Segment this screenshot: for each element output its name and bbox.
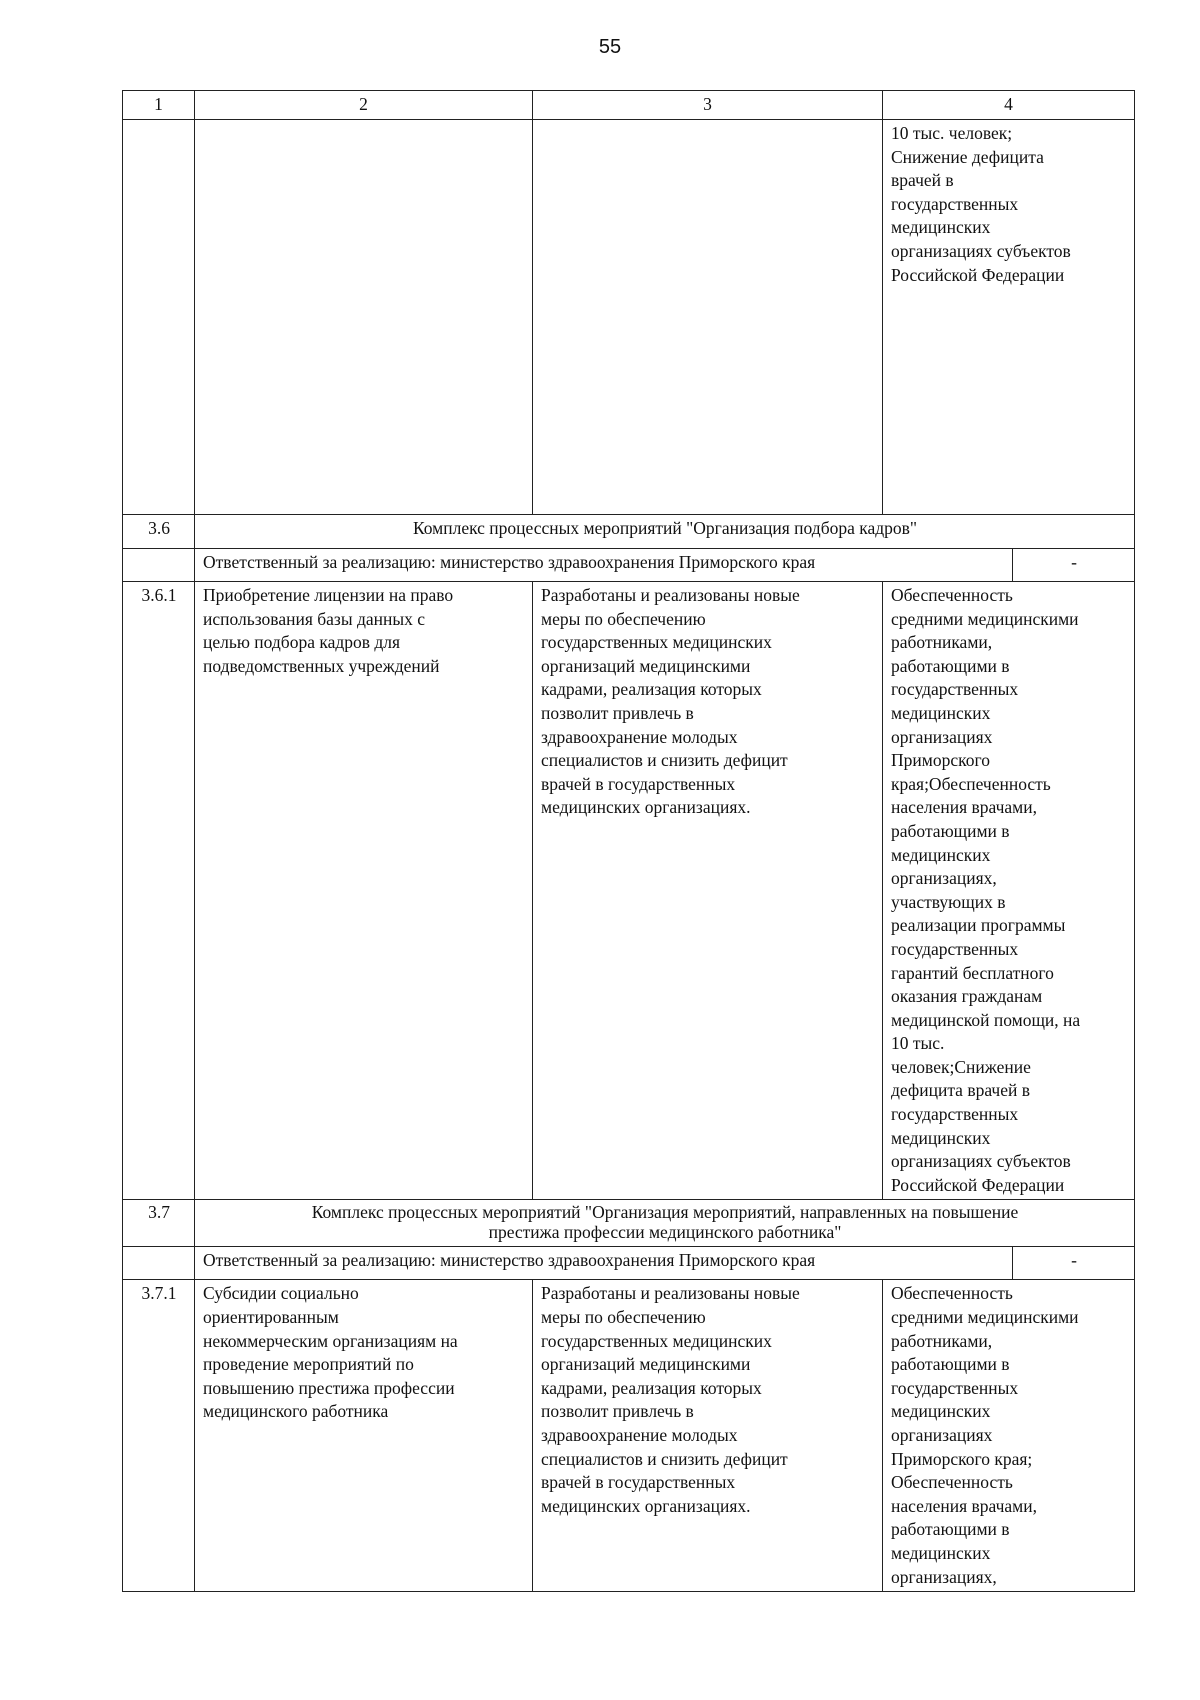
cell-task [195, 120, 533, 515]
responsible-text: Ответственный за реализацию: министерство здравоохранения Приморского края [195, 549, 1013, 582]
responsible-value: - [1013, 549, 1135, 582]
continuation-row [123, 120, 1135, 515]
cell-number [123, 120, 195, 515]
page-number: 55 [598, 36, 622, 58]
column-header: 3 [533, 91, 883, 120]
cell-task: Субсидии социально ориентированным некоммерческим организациям на проведение мероприятий по повышению престижа профессии медицинского работника [195, 1280, 533, 1592]
responsible-value: - [1013, 1247, 1135, 1280]
column-header: 1 [123, 91, 195, 120]
section-row-3-7 [123, 1200, 1135, 1247]
cell-indicator: Обеспеченность средними медицинскими работниками, работающими в государственных медицинских организациях Приморского края; Обеспеченность населения врачами, работающими в медицинских организациях, [883, 1280, 1135, 1592]
column-header: 2 [195, 91, 533, 120]
responsible-row-3-7 [123, 1247, 1135, 1280]
program-table [122, 90, 1135, 1592]
section-number: 3.6 [123, 515, 195, 549]
section-title: Комплекс процессных мероприятий "Организация подбора кадров" [195, 515, 1135, 549]
table-row-3-6-1 [123, 582, 1135, 1200]
cell-result [533, 120, 883, 515]
section-row-3-6 [123, 515, 1135, 549]
cell-empty [123, 1247, 195, 1280]
section-title: Комплекс процессных мероприятий "Организация мероприятий, направленных на повышение престижа профессии медицинского работника" [195, 1200, 1135, 1247]
column-header: 4 [883, 91, 1135, 120]
cell-task: Приобретение лицензии на право использования базы данных с целью подбора кадров для подведомственных учреждений [195, 582, 533, 1200]
section-number: 3.7 [123, 1200, 195, 1247]
responsible-row-3-6 [123, 549, 1135, 582]
cell-result: Разработаны и реализованы новые меры по обеспечению государственных медицинских организаций медицинскими кадрами, реализация которых позволит привлечь в здравоохранение молодых специалистов и снизить дефицит врачей в государственных медицинских организациях. [533, 582, 883, 1200]
cell-indicator: Обеспеченность средними медицинскими работниками, работающими в государственных медицинских организациях Приморского края;Обеспеченность населения врачами, работающими в медицинских организациях, участвующих в реализации программы государственных гарантий бесплатного оказания гражданам медицинской помощи, на 10 тыс. человек;Снижение дефицита врачей в государственных медицинских организациях субъектов Российской Федерации [883, 582, 1135, 1200]
row-number: 3.7.1 [123, 1280, 195, 1592]
cell-indicator: 10 тыс. человек; Снижение дефицита врачей в государственных медицинских организациях субъектов Российской Федерации [883, 120, 1135, 515]
table-row-3-7-1 [123, 1280, 1135, 1592]
cell-result: Разработаны и реализованы новые меры по обеспечению государственных медицинских организаций медицинскими кадрами, реализация которых позволит привлечь в здравоохранение молодых специалистов и снизить дефицит врачей в государственных медицинских организациях. [533, 1280, 883, 1592]
row-number: 3.6.1 [123, 582, 195, 1200]
cell-empty [123, 549, 195, 582]
responsible-text: Ответственный за реализацию: министерство здравоохранения Приморского края [195, 1247, 1013, 1280]
column-header-row [123, 91, 1135, 120]
